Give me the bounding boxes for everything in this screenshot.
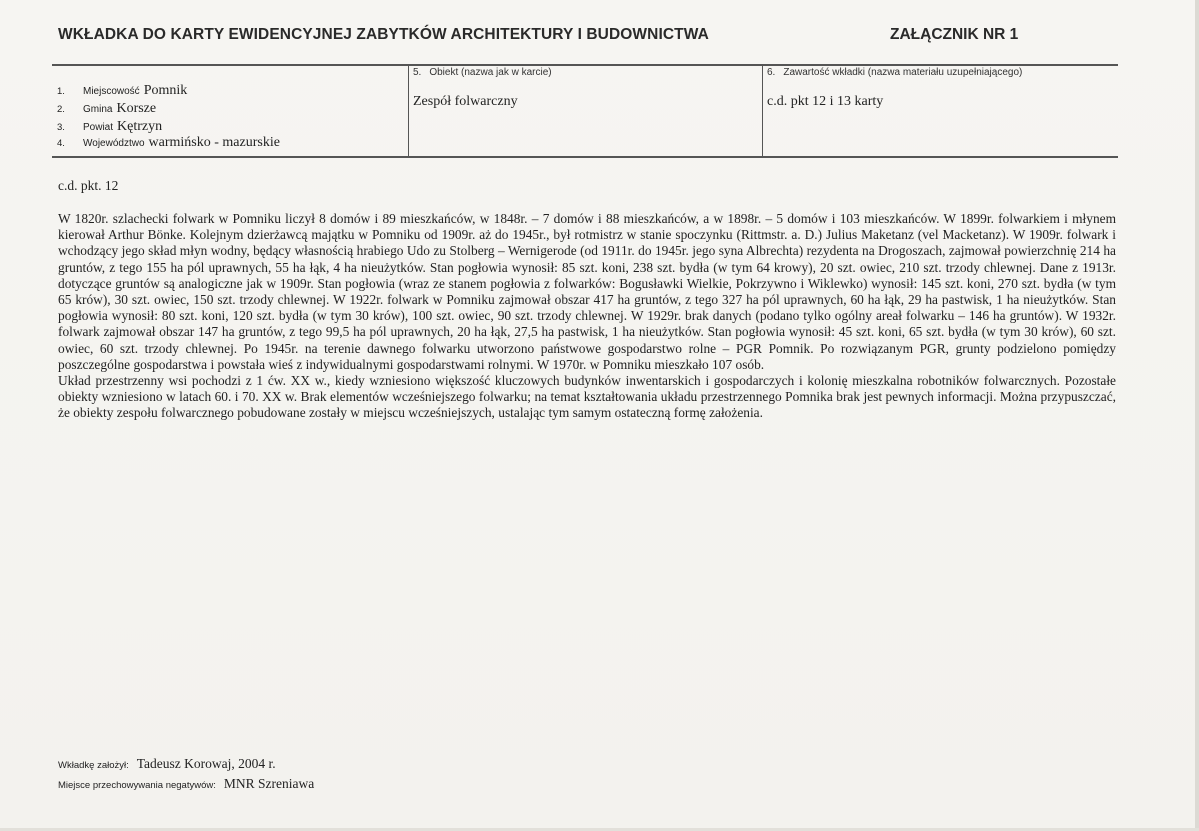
section-heading: c.d. pkt. 12 [58, 178, 119, 193]
object-heading: 5. Obiekt (nazwa jak w karcie) [413, 67, 552, 78]
field-commune: 2. Gmina Korsze [57, 101, 157, 116]
voivodeship-value: warmińsko - mazurskie [148, 135, 280, 150]
table-bottom-rule [52, 156, 1118, 158]
field-locality: 1. Miejscowość Pomnik [57, 83, 188, 98]
county-value: Kętrzyn [117, 119, 163, 134]
contents-heading: 6. Zawartość wkładki (nazwa materiału uzupełniającego) [767, 67, 1023, 78]
field-voivodeship: 4. Województwo warmińsko - mazurskie [57, 135, 280, 150]
footer-storage: Miejsce przechowywania negatywów: MNR Szreniawa [58, 776, 315, 791]
footer-author: Wkładkę założył: Tadeusz Korowaj, 2004 r. [58, 756, 276, 771]
paragraph-history: W 1820r. szlachecki folwark w Pomniku liczył 8 domów i 89 mieszkańców, w 1848r. – 7 domów i 88 mieszkańców, a w 1898r. – 5 domów i 103 mieszkańców. W 1899r. folwarkiem i młynem kierował Arthur Bönke. Kolejnym dzierżawcą majątku w Pomniku od 1909r. aż do 1945r., był rotmistrz w stanie spoczynku (Rittmstr. a. D.) Julius Maketanz (vel Macketanz). W 1909r. folwark i wchodzący jego skład młyn wodny, będący własnością hrabiego Udo zu Stolberg – Wernigerode (od 1911r. do 1945r. jego syna Albrechta) rezydenta na Drogoszach, zajmował powierzchnię 214 ha gruntów, z tego 155 ha pól uprawnych, 55 ha łąk, 4 ha nieużytków. Stan pogłowia wynosił: 85 szt. koni, 238 szt. bydła (w tym 64 krowy), 20 szt. owiec, 210 szt. trzody chlewnej. Dane z 1913r. dotyczące gruntów są analogiczne jak w 1909r. Stan pogłowia (wraz ze stanem pogłowia z folwarków: Bogusławki Wielkie, Pokrzywno i Wiklewko) wynosił: 145 szt. koni, 270 szt. bydła (w tym 65 krów), 30 szt. owiec, 150 szt. trzody chlewnej. W 1922r. folwark w Pomniku zajmował obszar 417 ha gruntów, z tego 327 ha pól uprawnych, 60 ha łąk, 29 ha pastwisk, 1 ha nieużytków. Stan pogłowia wynosił: 80 szt. koni, 120 szt. bydła (w tym 30 krów), 100 szt. owiec, 90 szt. trzody chlewnej. W 1929r. brak danych (podano tylko ogólny areał folwarku – 146 ha gruntów). W 1932r. folwark zajmował obszar 147 ha gruntów, z tego 99,5 ha pól uprawnych, 20 ha łąk, 27,5 ha pastwisk, 1 ha nieużytków. Stan pogłowia wynosił: 45 szt. koni, 65 szt. bydła (w tym 30 krów), 60 szt. owiec, 60 szt. trzody chlewnej. Po 1945r. na terenie dawnego folwarku utworzono państwowe gospodarstwo rolne – PGR Pomnik. Po rozwiązanym PGR, grunty podzielono pomiędzy poszczególne gospodarstwa i powstała wieś z indywidualnymi gospodarstwami rolnymi. W 1970r. w Pomniku mieszkało 107 osób. [58, 211, 1116, 372]
table-top-rule [52, 64, 1118, 66]
locality-value: Pomnik [143, 83, 188, 98]
contents-value: c.d. pkt 12 i 13 karty [767, 94, 884, 109]
page-edge-right [1195, 0, 1199, 831]
annex-label: ZAŁĄCZNIK NR 1 [890, 26, 1019, 43]
table-divider-1 [408, 64, 409, 156]
paragraph-layout: Układ przestrzenny wsi pochodzi z 1 ćw. XX w., kiedy wzniesiono większość kluczowych budynków inwentarskich i gospodarczych i kolonię mieszkalna robotników folwarcznych. Pozostałe obiekty wzniesiono w latach 60. i 70. XX w. Brak elementów wcześniejszego folwarku; na temat kształtowania układu przestrzennego Pomnika brak jest pewnych informacji. Można przypuszczać, że obiekty zespołu folwarcznego pobudowane zostały w miejscu wcześniejszych, ustalając tym samym ostateczną formę założenia. [58, 373, 1116, 421]
table-divider-2 [762, 64, 763, 156]
document-title: WKŁADKA DO KARTY EWIDENCYJNEJ ZABYTKÓW ARCHITEKTURY I BUDOWNICTWA [58, 26, 709, 43]
commune-value: Korsze [116, 101, 157, 116]
object-value: Zespół folwarczny [413, 94, 518, 109]
field-county: 3. Powiat Kętrzyn [57, 119, 163, 134]
body-text [58, 211, 1116, 422]
